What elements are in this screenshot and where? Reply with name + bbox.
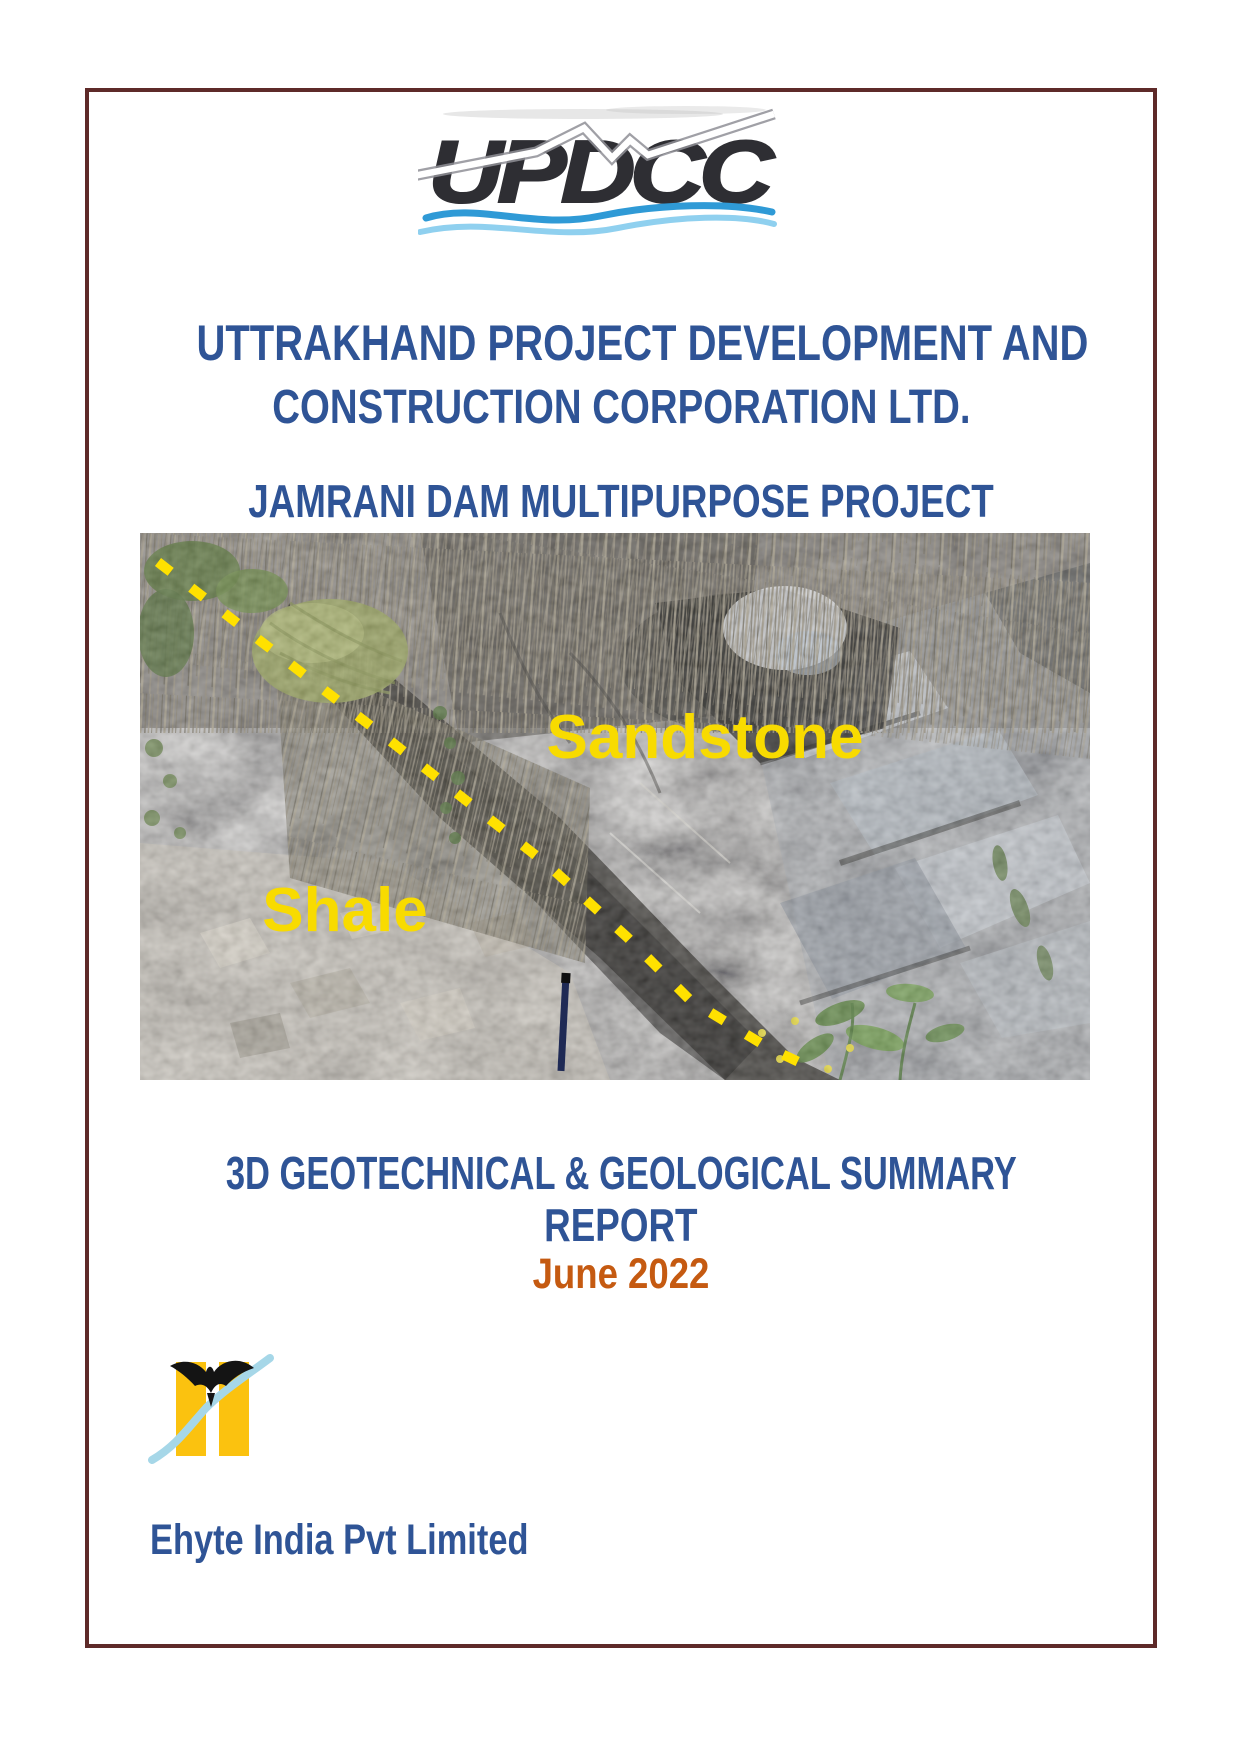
rock-texture [140, 533, 1090, 1080]
shale-label: Shale [262, 876, 428, 945]
org-name-line2-text: CONSTRUCTION CORPORATION LTD. [271, 381, 971, 434]
project-title [85, 474, 1157, 528]
report-date [85, 1250, 1157, 1299]
company-name [150, 1516, 623, 1565]
org-name-line1 [85, 314, 1157, 372]
sandstone-label: Sandstone [546, 703, 864, 772]
org-name-line2 [85, 380, 1157, 435]
updcc-logo-graphic [418, 106, 778, 246]
ehyte-logo-graphic [148, 1350, 276, 1465]
org-name-line1-text: UTTRAKHAND PROJECT DEVELOPMENT AND [196, 315, 1089, 371]
cover-photo [140, 533, 1090, 1080]
report-title-line1-text: 3D GEOTECHNICAL & GEOLOGICAL SUMMARY [225, 1147, 1017, 1199]
project-title-text: JAMRANI DAM MULTIPURPOSE PROJECT [248, 475, 994, 527]
updcc-wordmark: UPDCC [428, 122, 776, 221]
report-date-text: June 2022 [532, 1250, 710, 1298]
scan-smudges [443, 106, 766, 119]
company-name-text: Ehyte India Pvt Limited [150, 1516, 529, 1564]
report-title-line2 [85, 1198, 1157, 1252]
outcrop-photo-graphic [140, 533, 1090, 1080]
ehyte-logo [148, 1350, 276, 1465]
report-title-line1 [85, 1146, 1157, 1200]
updcc-logo [418, 106, 778, 246]
report-title-line2-text: REPORT [544, 1199, 698, 1251]
